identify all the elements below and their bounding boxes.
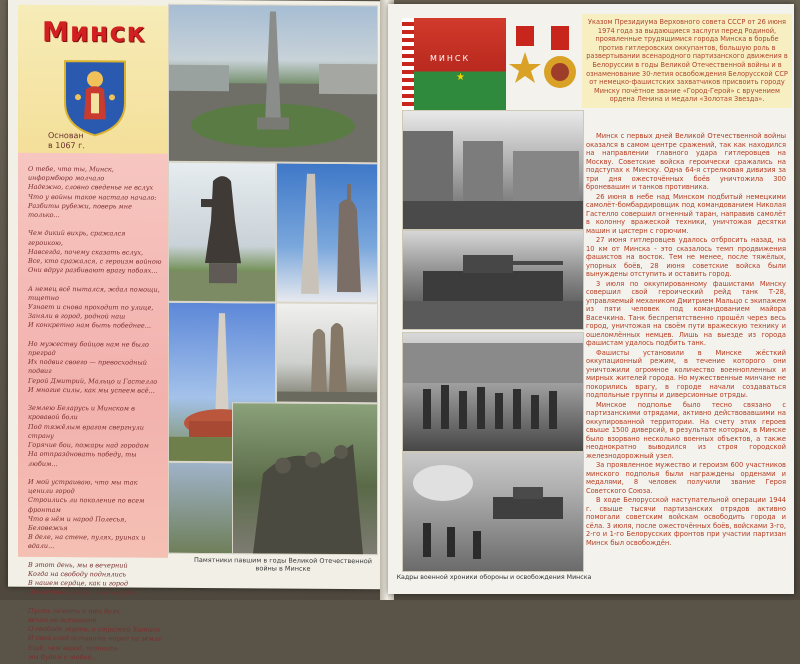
history-paragraph: 3 июля по оккупированному фашистами Минску совершил свой героический рейд танк Т-28, управляемый механиком Дмитрием Мальцо с экипажем из пяти человек под командованием майора Васечкина. Танк беспрепятственно прошёл через весь город, уничтожая на своём пути вражескую технику и ошеломлённых немцев. Лишь на выезде из города фашистам удалось подбить танк. [586, 279, 786, 347]
left-page [8, 0, 386, 662]
founded-note: Основан в 1067 г. [48, 130, 85, 151]
soldier-statue-photo [168, 162, 276, 303]
coat-of-arms-icon [60, 57, 130, 137]
order-of-lenin-icon [542, 24, 578, 96]
right-page [388, 4, 794, 594]
history-paragraph: 26 июня в небе над Минском подбитый немецкими самолёт-бомбардировщик под командованием Николая Гастелло совершил огненный таран, направив самолёт в колонну вражеской техники, уничтожая десятки машин и цистерн с горючим. [586, 192, 786, 235]
history-paragraph: Минское подполье было тесно связано с партизанскими отрядами, активно действовавшими на оккупированной территории. На счету этих героев свыше 1500 диверсий, в результате которых, в Минске было взорвано несколько военных объектов, а также неоднократно выводился из строя городской железнодорожный узел. [586, 400, 786, 460]
mourning-figures-photo [276, 303, 378, 404]
tank-column-photo [402, 230, 584, 330]
ruined-street-photo [402, 110, 584, 230]
poem-text: О тебе, что ты, Минск, информбюро молчало Надежно, словно сведенье не вслух Что у войны такое настало начало: Разбиты рубежи, поверь мне только... Чем дикий вихрь, сражался героикою, Навсегда, почему сказать вслух, Все, кто сражался, с героизм войною Они вдруг разбивают врагу побоях... А немец всё пытался, ждал помощи, тщетно Узнает и снова проходит по улице, Заняли в город, родной наш И конкретно нам быть победнее... Но мужеству бойцов нам не было преград Их подвиг своего — превосходный подвиг Герой Дмитрий, Мальцо и Гастелло И многие силы, как мы успеем всё... Землею Беларусь и Минском в кровавой боли Под тяжёлым врагом свергнули страну Горячие бои, пожары над городом На отпраздновать победу, ты любим... И мой устраиваю, что мы так ценили город Строились ли поколение по всем фронтам Что в нём и народ Полесья, Беловежья В деле, на стене, пулях, руинах и вдали... В этот день, мы в вечерний Когда на свободу поднялись В нашем сердце, как и город Последний поклон, в вечности... Пусть память о тех боях вечно не остывает О свободе героев, о стражей Хатынь И свой след оставить народ на земле Ещё, чем город, помнить мы будем с тобой... [28, 164, 162, 662]
history-paragraph: В ходе Белорусской наступательной операции 1944 г. свыше тысячи партизанских отрядов активно помогали советским войскам освободить города и сёла. 3 июля, после ожесточённых боёв, войсками 3-го, 2-го и 1-го Белорусских фронтов при участии партизан Минск был освобождён. [586, 496, 786, 547]
history-paragraph: Минск с первых дней Великой Отечественной войны оказался в самом центре сражений, так как находился на направлении главного удара гитлеровцев на Москву. Советские войска героически сражались на подступах к Минску. Одна 64-я стрелковая дивизия за три дня ожесточённых боёв уничтожила 300 броневашин и танков противника. [586, 132, 786, 191]
obelisk-monument-photo [276, 163, 378, 304]
star-medal-icon [510, 24, 540, 88]
page-title: Минск [42, 16, 146, 49]
park-photo [168, 462, 234, 554]
photo-caption-right: Кадры военной хроники обороны и освобождения Минска [396, 574, 592, 581]
history-paragraph: Фашисты установили в Минске жёсткий оккупационный режим, в течение которого они уничтожили огромное количество военнопленных и мирных жителей города. Но мужественные минчане не покорились врагу, в городе начали создаваться подпольные группы и диверсионные отряды. [586, 348, 786, 399]
prisoners-march-photo [402, 332, 584, 452]
victory-square-photo [168, 4, 378, 163]
star-icon: ★ [456, 72, 465, 83]
group-sculpture-photo [232, 402, 378, 555]
minsk-flag-image [402, 18, 506, 110]
flag-city-name: МИНСК [430, 54, 471, 63]
history-paragraph: 27 июня гитлеровцев удалось отбросить назад, на 10 км от Минска - это сказалось темп продвижения фашистов на восток. Тем не менее, после тяжёлых, упорных боёв, 28 июня советские войска были вынуждены отступить и оставить город. [586, 236, 786, 278]
hero-city-decree: Указом Президиума Верховного совета СССР от 26 июня 1974 года за выдающиеся заслуги перед Родиной, проявленные трудящимися города Минска в борьбе против гитлеровских оккупантов, большую роль в развертывании всенародного партизанского движения в Белоруссии в годы Великой Отечественной войны и в ознаменование 30-летия освобождения Белорусской ССР от немецко-фашистских захватчиков присвоить городу Минску почётное звание «Город-Герой» с вручением ордена Ленина и медали «Золотая Звезда». [582, 14, 792, 108]
history-text [586, 132, 786, 586]
history-paragraph: За проявленное мужество и героизм 600 участников минского подполья были награждены орденами и медалями, 8 человек получили звание Героя Советского Союза. [586, 461, 786, 495]
photo-caption-left: Памятники павшим в годы Великой Отечественной войны в Минске [193, 555, 372, 573]
liberation-battle-photo [402, 452, 584, 572]
title-panel [18, 5, 168, 662]
flag-ornament [402, 18, 414, 110]
